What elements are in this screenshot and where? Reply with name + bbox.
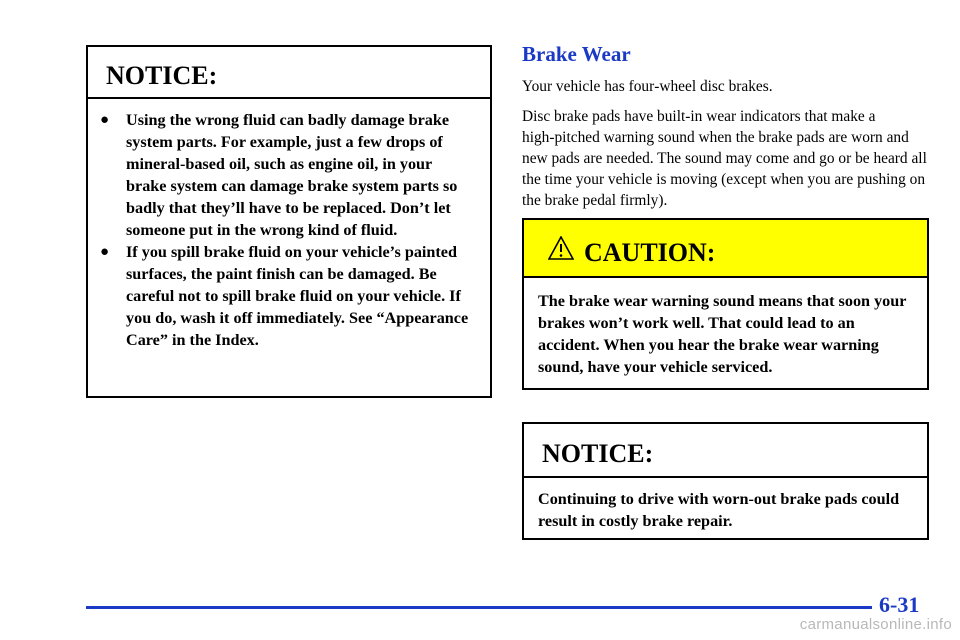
footer-rule	[86, 606, 872, 609]
notice-text: Continuing to drive with worn‑out brake pads could result in costly brake repair.	[538, 490, 900, 530]
brake-wear-paragraph: Your vehicle has four‑wheel disc brakes.	[522, 78, 773, 95]
notice-list	[88, 99, 490, 351]
notice-list-item	[88, 241, 472, 351]
brake-wear-paragraph: Disc brake pads have built‑in wear indicators that make a high‑pitched warning sound when the brake pads are worn and new pads are needed. The sound may come and go or be heard all the time your vehicle is moving (except when you are pushing on the brake pedal firmly).	[522, 108, 927, 209]
notice-item-text: Using the wrong fluid can badly damage brake system parts. For example, just a few drops of mineral‑based oil, such as engine oil, in your brake system can damage brake system parts so badly that they’ll have to be replaced. Don’t let someone put in the wrong kind of fluid.	[126, 111, 458, 239]
section-title-brake-wear: Brake Wear	[522, 42, 631, 66]
bullet-icon: ●	[100, 244, 110, 260]
notice-heading: NOTICE:	[88, 47, 490, 99]
notice-heading: NOTICE:	[524, 424, 927, 478]
page-number: 6-31	[879, 592, 920, 617]
caution-header	[524, 220, 927, 278]
notice-box-fluid	[86, 45, 492, 398]
bullet-icon: ●	[100, 112, 110, 128]
caution-text: The brake wear warning sound means that soon your brakes won’t work well. That could lead to an accident. When you hear the brake wear warning sound, have your vehicle serviced.	[538, 292, 907, 376]
caution-heading: CAUTION:	[584, 238, 716, 267]
notice-item-text: If you spill brake fluid on your vehicle’s painted surfaces, the paint finish can be damaged. Be careful not to spill brake fluid on your vehicle. If you do, wash it off immediately. See “Appearance Care” in the Index.	[126, 243, 469, 349]
notice-list-item	[88, 109, 472, 241]
notice-box-brake-pads	[522, 422, 929, 540]
warning-triangle-icon	[548, 236, 574, 260]
watermark: carmanualsonline.info	[799, 616, 952, 633]
caution-box	[522, 218, 929, 390]
